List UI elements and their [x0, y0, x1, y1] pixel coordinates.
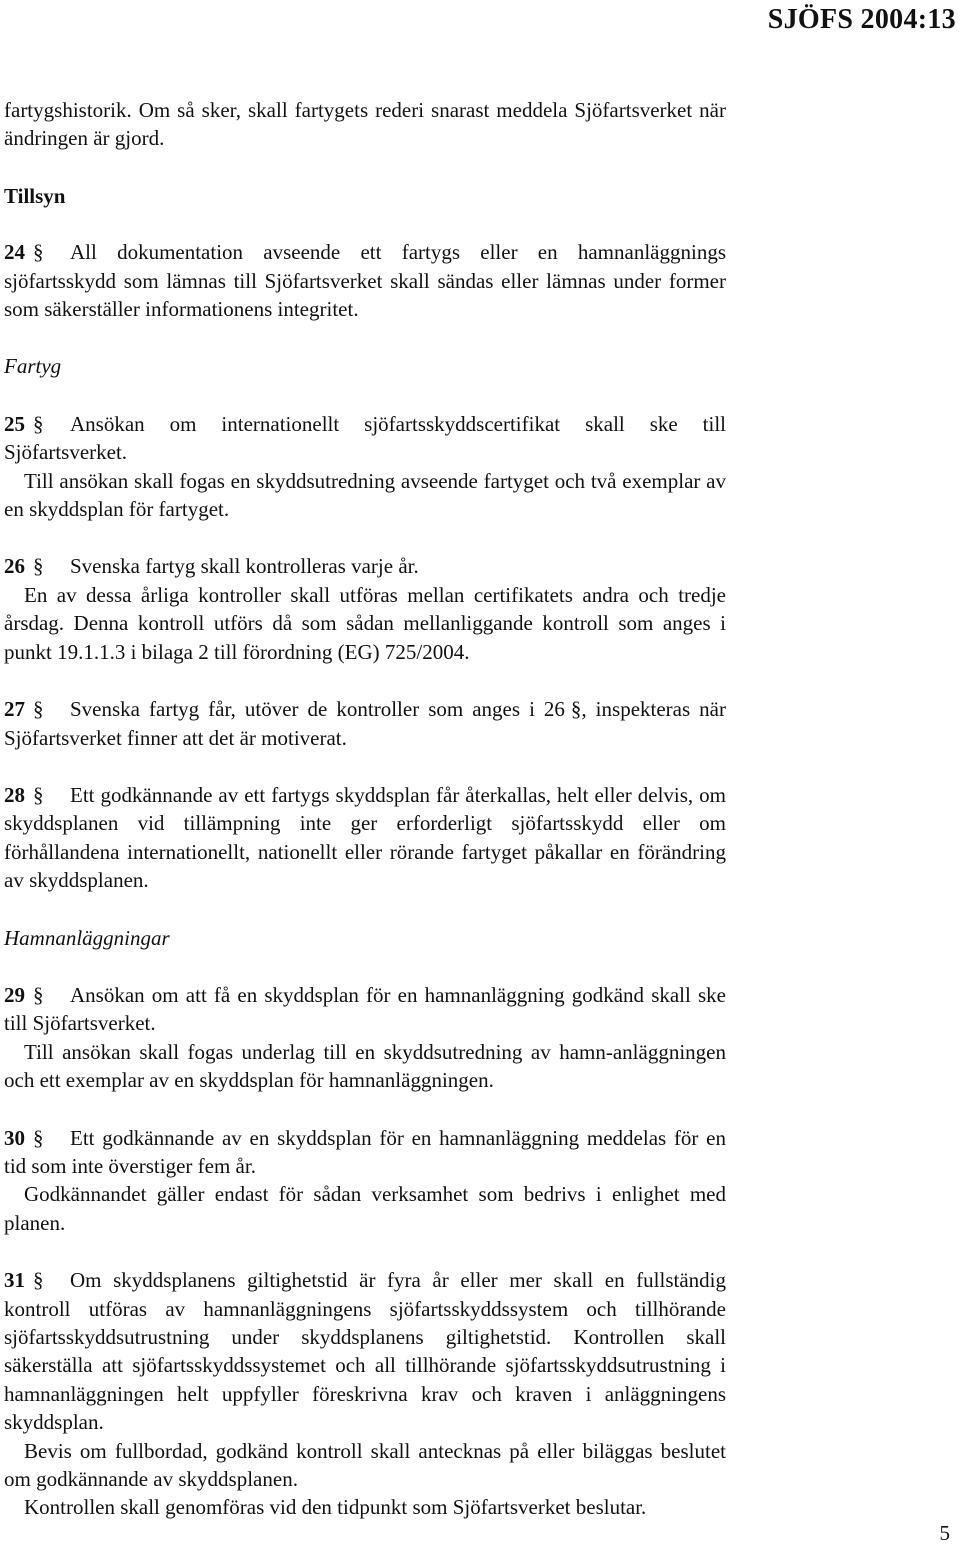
section-text: Om skyddsplanens giltighetstid är fyra år eller mer skall en fullständig kontroll utföras av hamnanläggningens sjöfartsskyddssystem och tillhörande sjöfartsskyddsutrustning under skyddsplanens giltighetstid. Kontrollen skall säkerställa att sjöfartsskyddssystemet och all tillhörande sjöfartsskyddsutrustning i hamnanläggningen helt uppfyller föreskrivna krav och kraven i anläggningens skyddsplan.	[4, 1268, 726, 1435]
section-number: 25	[4, 411, 25, 436]
section-25-paragraph-2: Till ansökan skall fogas en skyddsutredning avseende fartyget och två exemplar av en skyddsplan för fartyget.	[4, 468, 726, 522]
section-text: Ett godkännande av en skyddsplan för en hamnanläggning meddelas för en tid som inte överstiger fem år.	[4, 1125, 726, 1178]
heading-tillsyn: Tillsyn	[4, 183, 66, 208]
section-number: 31	[4, 1268, 25, 1293]
section-28	[4, 781, 726, 895]
section-29-paragraph-2: Till ansökan skall fogas underlag till en skyddsutredning av hamn-anläggningen och ett exemplar av en skyddsplan för hamnanläggningen.	[4, 1039, 726, 1093]
section-text: Ansökan om internationellt sjöfartsskyddscertifikat skall ske till Sjöfartsverket.	[4, 411, 726, 465]
section-29	[4, 981, 726, 1038]
section-text: Svenska fartyg skall kontrolleras varje år.	[70, 554, 419, 579]
paragraph-sign-inline: §	[570, 697, 582, 722]
section-25	[4, 410, 726, 467]
paragraph-sign: §	[33, 697, 44, 722]
section-text: All dokumentation avseende ett fartygs eller en hamnanläggnings sjöfartsskydd som lämnas till Sjöfartsverket skall sändas eller lämnas under former som säkerställer informationens integritet.	[4, 240, 726, 322]
section-number: 30	[4, 1125, 25, 1150]
section-30-paragraph-2: Godkännandet gäller endast för sådan verksamhet som bedrivs i enlighet med planen.	[4, 1182, 726, 1235]
section-30	[4, 1124, 726, 1181]
heading-fartyg: Fartyg	[4, 354, 62, 379]
section-26	[4, 552, 726, 580]
section-number: 28	[4, 782, 25, 807]
section-27	[4, 695, 726, 752]
continuation-paragraph: fartygshistorik. Om så sker, skall fartygets rederi snarast meddela Sjöfartsverket när ändringen är gjord.	[4, 98, 726, 151]
section-text-continued: , inspekteras när Sjöfartsverket finner att det är motiverat.	[4, 697, 726, 750]
section-text: Ansökan om att få en skyddsplan för en hamnanläggning godkänd skall ske till Sjöfartsverket.	[4, 982, 726, 1036]
section-31-paragraph-2: Bevis om fullbordad, godkänd kontroll skall antecknas på eller biläggas beslutet om godkännande av skyddsplanen.	[4, 1438, 726, 1492]
section-number: 29	[4, 982, 25, 1007]
document-body	[4, 96, 726, 1522]
section-number: 24	[4, 240, 25, 265]
page-number: 5	[939, 1521, 950, 1545]
document-header: SJÖFS 2004:13	[767, 4, 956, 35]
paragraph-sign: §	[33, 554, 44, 579]
paragraph-sign: §	[33, 240, 44, 265]
paragraph-sign: §	[33, 982, 44, 1007]
heading-hamnanlaggningar: Hamnanläggningar	[4, 925, 170, 950]
section-31	[4, 1266, 726, 1436]
section-number: 27	[4, 697, 25, 722]
section-24	[4, 238, 726, 323]
section-31-paragraph-3: Kontrollen skall genomföras vid den tidpunkt som Sjöfartsverket beslutar.	[24, 1495, 647, 1520]
section-text: Ett godkännande av ett fartygs skyddsplan får återkallas, helt eller delvis, om skyddsplanen vid tillämpning inte ger erforderligt sjöfartsskydd eller om förhållandena internationellt, nationellt eller rörande fartyget påkallar en förändring av skyddsplanen.	[4, 782, 726, 893]
section-26-paragraph-2: En av dessa årliga kontroller skall utföras mellan certifikatets andra och tredje årsdag. Denna kontroll utförs då som sådan mellanliggande kontroll som anges i punkt 19.1.1.3 i bilaga 2 till förordning (EG) 725/2004.	[4, 582, 726, 664]
paragraph-sign: §	[33, 411, 44, 436]
section-number: 26	[4, 554, 25, 579]
paragraph-sign: §	[33, 1125, 44, 1150]
paragraph-sign: §	[33, 1268, 44, 1293]
section-text: Svenska fartyg får, utöver de kontroller som anges i 26	[70, 697, 565, 722]
paragraph-sign: §	[33, 782, 44, 807]
